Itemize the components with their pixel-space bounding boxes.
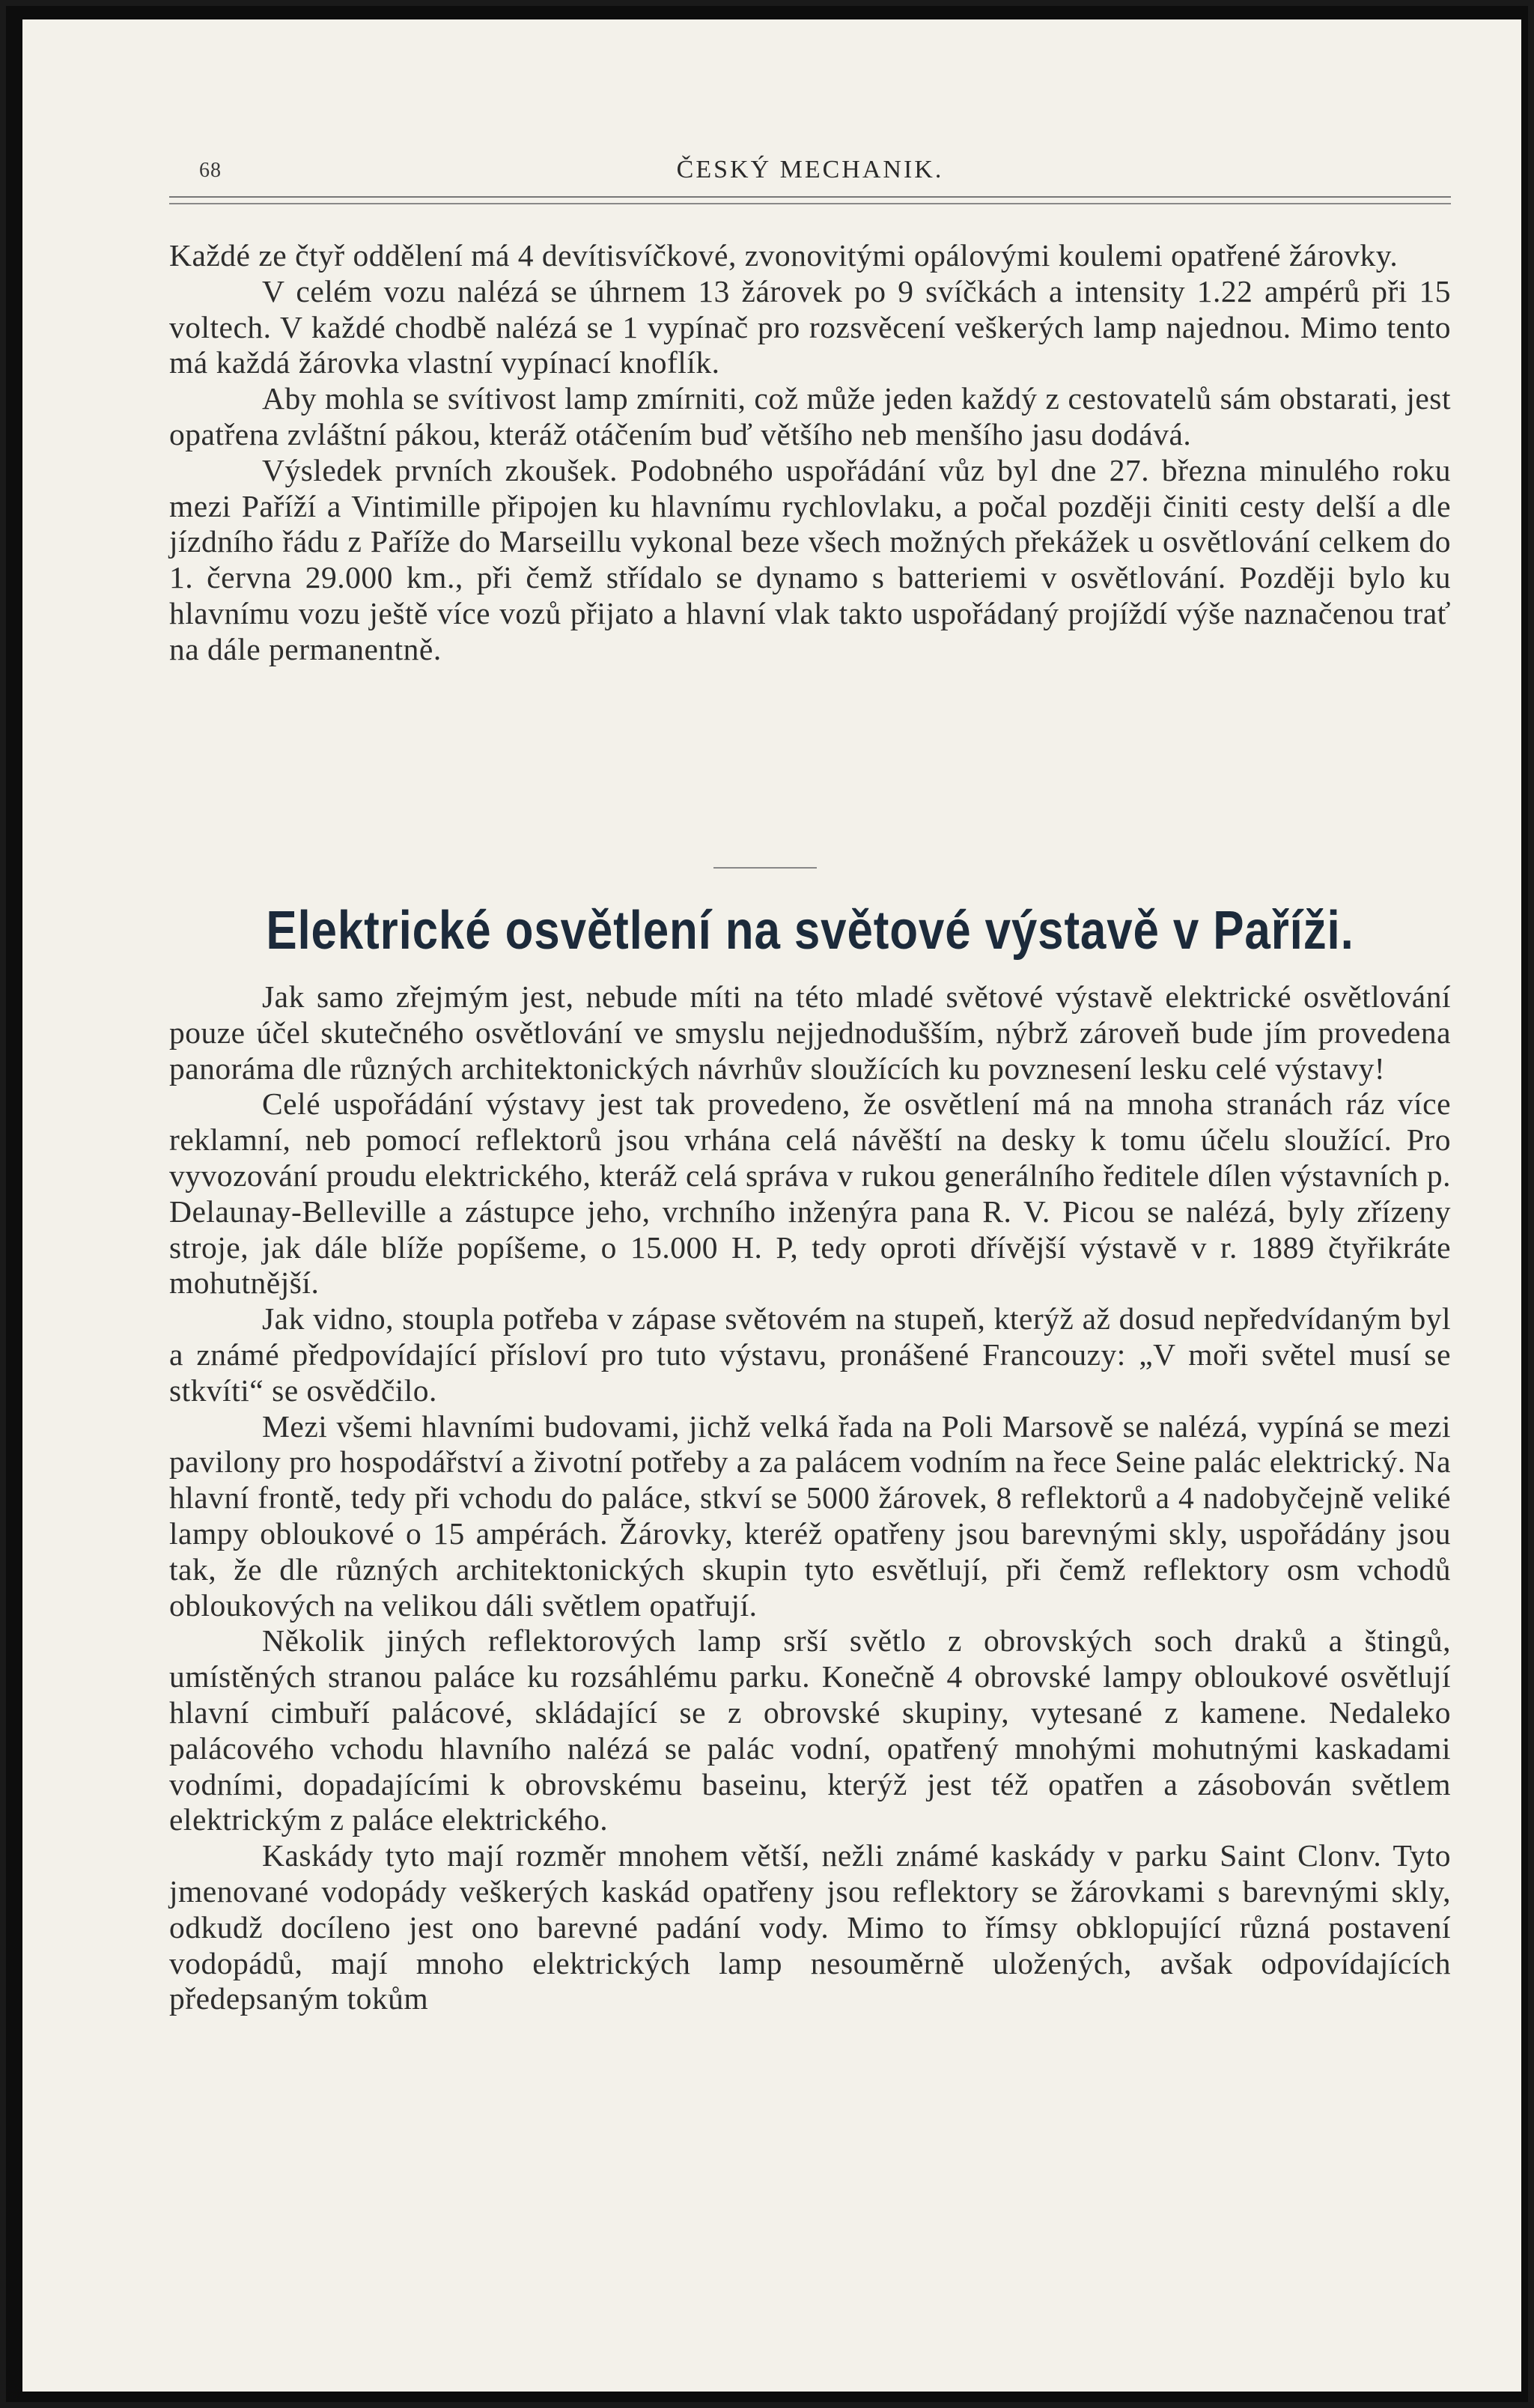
section-divider (713, 867, 817, 869)
article-body (169, 979, 1451, 2017)
paragraph: V celém vozu nalézá se úhrnem 13 žárovek po 9 svíčkách a intensity 1.22 ampérů při 15 voltech. V každé chodbě nalézá se 1 vypínač pro rozsvěcení veškerých lamp najednou. Mimo tento má každá žárovka vlastní vypínací knoflík. (169, 273, 1451, 380)
paragraph: Aby mohla se svítivost lamp zmírniti, což může jeden každý z cestovatelů sám obstarati, jest opatřena zvláštní pákou, kteráž otáčením buď většího neb menšího jasu dodává. (169, 381, 1451, 452)
paragraph: Jak vidno, stoupla potřeba v zápase světovém na stupeň, kterýž až dosud nepředvídaným byl a známé předpovídající přísloví pro tuto výstavu, pronášené Francouzy: „V moři světel musí se stkvíti“ se osvědčilo. (169, 1301, 1451, 1408)
page-content (22, 19, 1521, 2392)
running-header (169, 145, 1451, 190)
continued-section (169, 238, 1451, 668)
paragraph: Jak samo zřejmým jest, nebude míti na této mladé světové výstavě elektrické osvětlování pouze účel skutečného osvětlování ve smyslu nejjednodušším, nýbrž zároveň bude jím provedena panoráma dle různých architektonických návrhův sloužících ku povznesení lesku celé výstavy! (169, 979, 1451, 1086)
paragraph: Několik jiných reflektorových lamp srší světlo z obrovských soch draků a štingů, umístěných stranou paláce ku rozsáhlému parku. Konečně 4 obrovské lampy obloukové osvětlují hlavní cimbuří palácové, skládající se z obrovské skupiny, vytesané z kamene. Nedaleko palácového vchodu hlavního nalézá se palác vodní, opatřený mnohými mohutnými kaskadami vodními, dopadajícími k obrovskému baseinu, kterýž jest též opatřen a zásobován světlem elektrickým z paláce elektrického. (169, 1623, 1451, 1837)
page-number: 68 (199, 159, 222, 182)
header-rule (169, 196, 1451, 204)
paragraph: Mezi všemi hlavními budovami, jichž velká řada na Poli Marsově se nalézá, vypíná se mezi pavilony pro hospodářství a životní potřeby a za palácem vodním na řece Seine palác elektrický. Na hlavní frontě, tedy při vchodu do paláce, stkví se 5000 žárovek, 8 reflektorů a 4 nadobyčejně veliké lampy obloukové o 15 ampérách. Žárovky, kteréž opatřeny jsou barevnými skly, uspořádány jsou tak, že dle různých architektonických skupin tyto esvětlují, při čemž reflektory osm vchodů obloukových na velikou dáli světlem opatřují. (169, 1408, 1451, 1623)
paragraph: Každé ze čtyř oddělení má 4 devítisvíčkové, zvonovitými opálovými koulemi opatřené žárovky. (169, 238, 1398, 273)
article-title: Elektrické osvětlení na světové výstavě v Paříži. (266, 901, 1354, 961)
journal-title: ČESKÝ MECHANIK. (676, 156, 944, 183)
paragraph: Kaskády tyto mají rozměr mnohem větší, nežli známé kaskády v parku Saint Clonv. Tyto jmenované vodopády veškerých kaskád opatřeny jsou reflektory se žárovkami s barevnými skly, odkudž docíleno jest ono barevné padání vody. Mimo to římsy obklopující různá postavení vodopádů, mají mnoho elektrických lamp nesouměrně uložených, avšak odpovídajících předepsaným tokům (169, 1838, 1451, 2016)
paragraph: Výsledek prvních zkoušek. Podobného uspořádání vůz byl dne 27. března minulého roku mezi Paříží a Vintimille připojen ku hlavnímu rychlovlaku, a počal později činiti cesty delší a dle jízdního řádu z Paříže do Marseillu vykonal beze všech možných překážek u osvětlování celkem do 1. června 29.000 km., při čemž střídalo se dynamo s batteriemi v osvětlování. Později bylo ku hlavnímu vozu ještě více vozů přijato a hlavní vlak takto uspořádaný projíždí výše naznačenou trať na dále permanentně. (169, 452, 1451, 666)
paragraph: Celé uspořádání výstavy jest tak provedeno, že osvětlení má na mnoha stranách ráz více reklamní, neb pomocí reflektorů jsou vrhána celá návěští na desky k tomu účelu sloužící. Pro vyvozování proudu elektrického, kteráž celá správa v rukou generálního ředitele dílen výstavních p. Delaunay-Belleville a zástupce jeho, vrchního inženýra pana R. V. Picou se nalézá, byly zřízeny stroje, jak dále blíže popíšeme, o 15.000 H. P, tedy oproti dřívější výstavě v r. 1889 čtyřikráte mohutnější. (169, 1086, 1451, 1301)
